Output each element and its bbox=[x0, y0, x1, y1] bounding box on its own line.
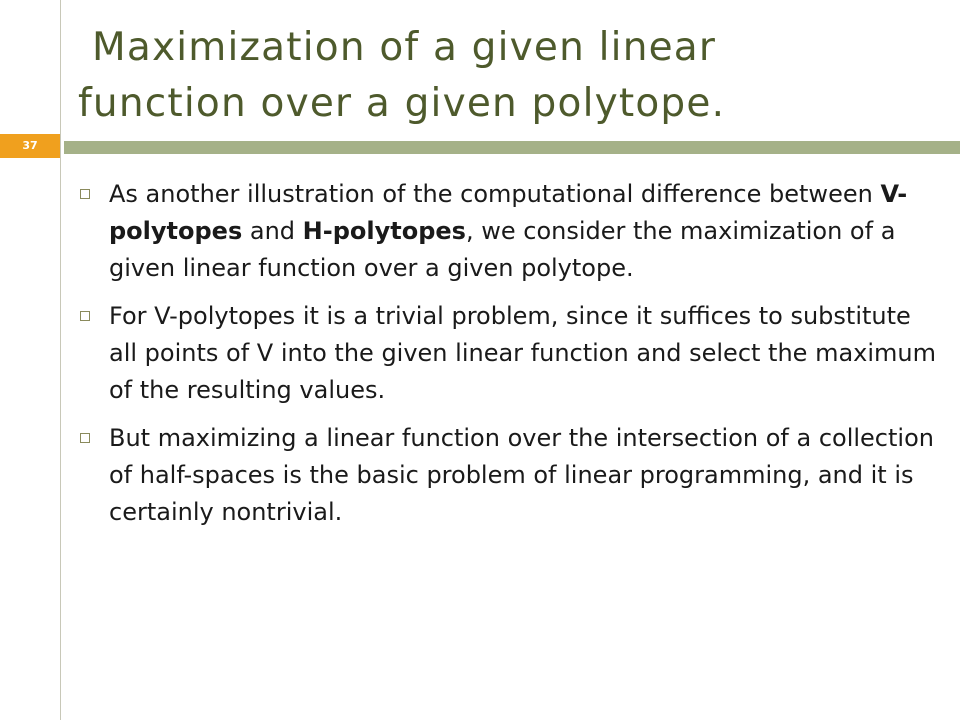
square-bullet-icon bbox=[80, 189, 90, 199]
slide-number: 37 bbox=[0, 134, 60, 158]
square-bullet-icon bbox=[80, 311, 90, 321]
left-rule bbox=[60, 0, 61, 720]
title-underline-bar bbox=[64, 141, 960, 154]
bullet-item bbox=[76, 420, 936, 531]
bullet-text: As another illustration of the computational difference between bbox=[109, 180, 881, 208]
title-line-1: Maximization of a given linear bbox=[92, 25, 717, 70]
bullet-list bbox=[76, 176, 936, 542]
bold-term: H-polytopes bbox=[302, 217, 466, 245]
slide-title bbox=[78, 20, 938, 132]
bullet-item bbox=[76, 176, 936, 287]
bullet-text: For V-polytopes it is a trivial problem, since it suffices to substitute all points of V into the given linear function and select the maximum of the resulting values. bbox=[109, 302, 936, 404]
bullet-text: , we consider the maximization of a given linear function over a given polytope. bbox=[109, 217, 896, 282]
square-bullet-icon bbox=[80, 433, 90, 443]
bullet-text: and bbox=[242, 217, 303, 245]
bullet-item bbox=[76, 298, 936, 409]
bold-term: V-polytopes bbox=[109, 180, 908, 245]
title-line-2: function over a given polytope. bbox=[78, 81, 726, 126]
bullet-text: But maximizing a linear function over the intersection of a collection of half-spaces is the basic problem of linear programming, and it is certainly nontrivial. bbox=[109, 424, 934, 526]
